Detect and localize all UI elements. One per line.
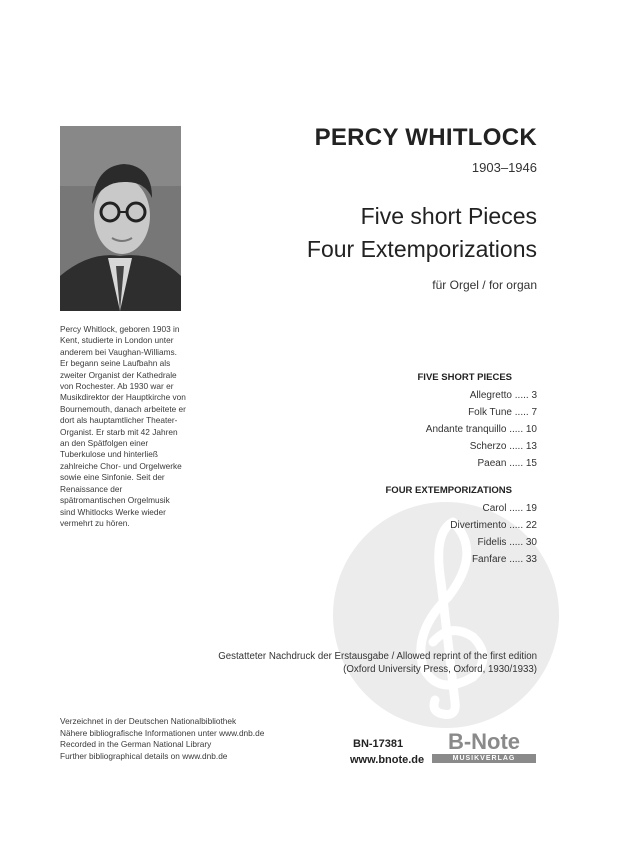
contents-row: Divertimento ..... 22 (450, 520, 537, 531)
contents-list-four-extemporizations (450, 500, 537, 568)
work-title-1: Five short Pieces (360, 203, 537, 229)
contents-row: Scherzo ..... 13 (469, 441, 537, 452)
contents-list-five-short-pieces (426, 387, 537, 472)
contents-row: Fidelis ..... 30 (477, 537, 537, 548)
piece-page: 13 (525, 441, 537, 452)
piece-page: 7 (531, 407, 537, 418)
dnb-line-1: Verzeichnet in der Deutschen Nationalbibliothek (60, 716, 237, 726)
piece-title: Carol (482, 503, 507, 514)
contents-row: Carol ..... 19 (482, 503, 537, 514)
publisher-website: www.bnote.de (350, 754, 425, 766)
composer-name: PERCY WHITLOCK (314, 124, 537, 151)
piece-title: Andante tranquillo (425, 424, 507, 435)
dnb-line-2: Nähere bibliografische Informationen unter www.dnb.de (60, 727, 265, 738)
publisher-logo (432, 730, 536, 763)
piece-title: Divertimento (450, 520, 507, 531)
composer-portrait (60, 126, 181, 311)
piece-page: 15 (525, 458, 537, 469)
contents-row: Fanfare ..... 33 (471, 554, 537, 565)
piece-page: 19 (525, 503, 537, 514)
piece-title: Scherzo (469, 441, 507, 452)
catalog-number: BN-17381 (353, 738, 404, 750)
contents-row: Andante tranquillo ..... 10 (425, 424, 537, 435)
dnb-line-4: Further bibliographical details on www.dnb.de (60, 751, 228, 762)
piece-title: Paean (477, 458, 507, 469)
piece-title: Folk Tune (468, 407, 512, 418)
contents-row: Allegretto ..... 3 (469, 390, 537, 401)
logo-subtitle: MUSIKVERLAG (432, 754, 536, 763)
section-heading-five-short-pieces: FIVE SHORT PIECES (417, 372, 512, 383)
composer-dates: 1903–1946 (471, 160, 537, 175)
piece-page: 10 (525, 424, 537, 435)
piece-page: 30 (525, 537, 537, 548)
reprint-line-2: (Oxford University Press, Oxford, 1930/1933) (343, 664, 537, 675)
reprint-line-1: Gestatteter Nachdruck der Erstausgabe / Allowed reprint of the first edition (218, 651, 537, 662)
contents-row: Paean ..... 15 (477, 458, 537, 469)
piece-title: Allegretto (469, 390, 512, 401)
work-title-2: Four Extemporizations (306, 236, 537, 262)
section-heading-four-extemporizations: FOUR EXTEMPORIZATIONS (385, 485, 512, 496)
piece-page: 22 (525, 520, 537, 531)
piece-title: Fanfare (471, 554, 507, 565)
library-notice (60, 716, 264, 763)
composer-biography: Percy Whitlock, geboren 1903 in Kent, studierte in London unter anderem bei Vaughan-Williams. Er begann seine Laufbahn als zweiter Organist der Kathedrale von Rochester. Ab 1930 war er Musikdirektor der Hauptkirche von Bournemouth, danach arbeitete er dort als hauptamtlicher Theater-Organist. Er starb mit 42 Jahren an den Spätfolgen einer Tuberkulose und hinterließ zahlreiche Chor- und Orgelwerke sowie eine Sinfonie. Seit der Renaissance der spätromantischen Orgelmusik sind Whitlocks Werke wieder vermehrt zu hören. (60, 324, 186, 528)
instrumentation: für Orgel / for organ (432, 278, 537, 292)
dnb-line-3: Recorded in the German National Library (60, 739, 212, 750)
reprint-notice (218, 650, 537, 676)
contents-row: Folk Tune ..... 7 (468, 407, 537, 418)
piece-page: 33 (525, 554, 537, 565)
piece-page: 3 (531, 390, 537, 401)
piece-title: Fidelis (477, 537, 507, 548)
logo-wordmark: B-Note (447, 729, 521, 754)
